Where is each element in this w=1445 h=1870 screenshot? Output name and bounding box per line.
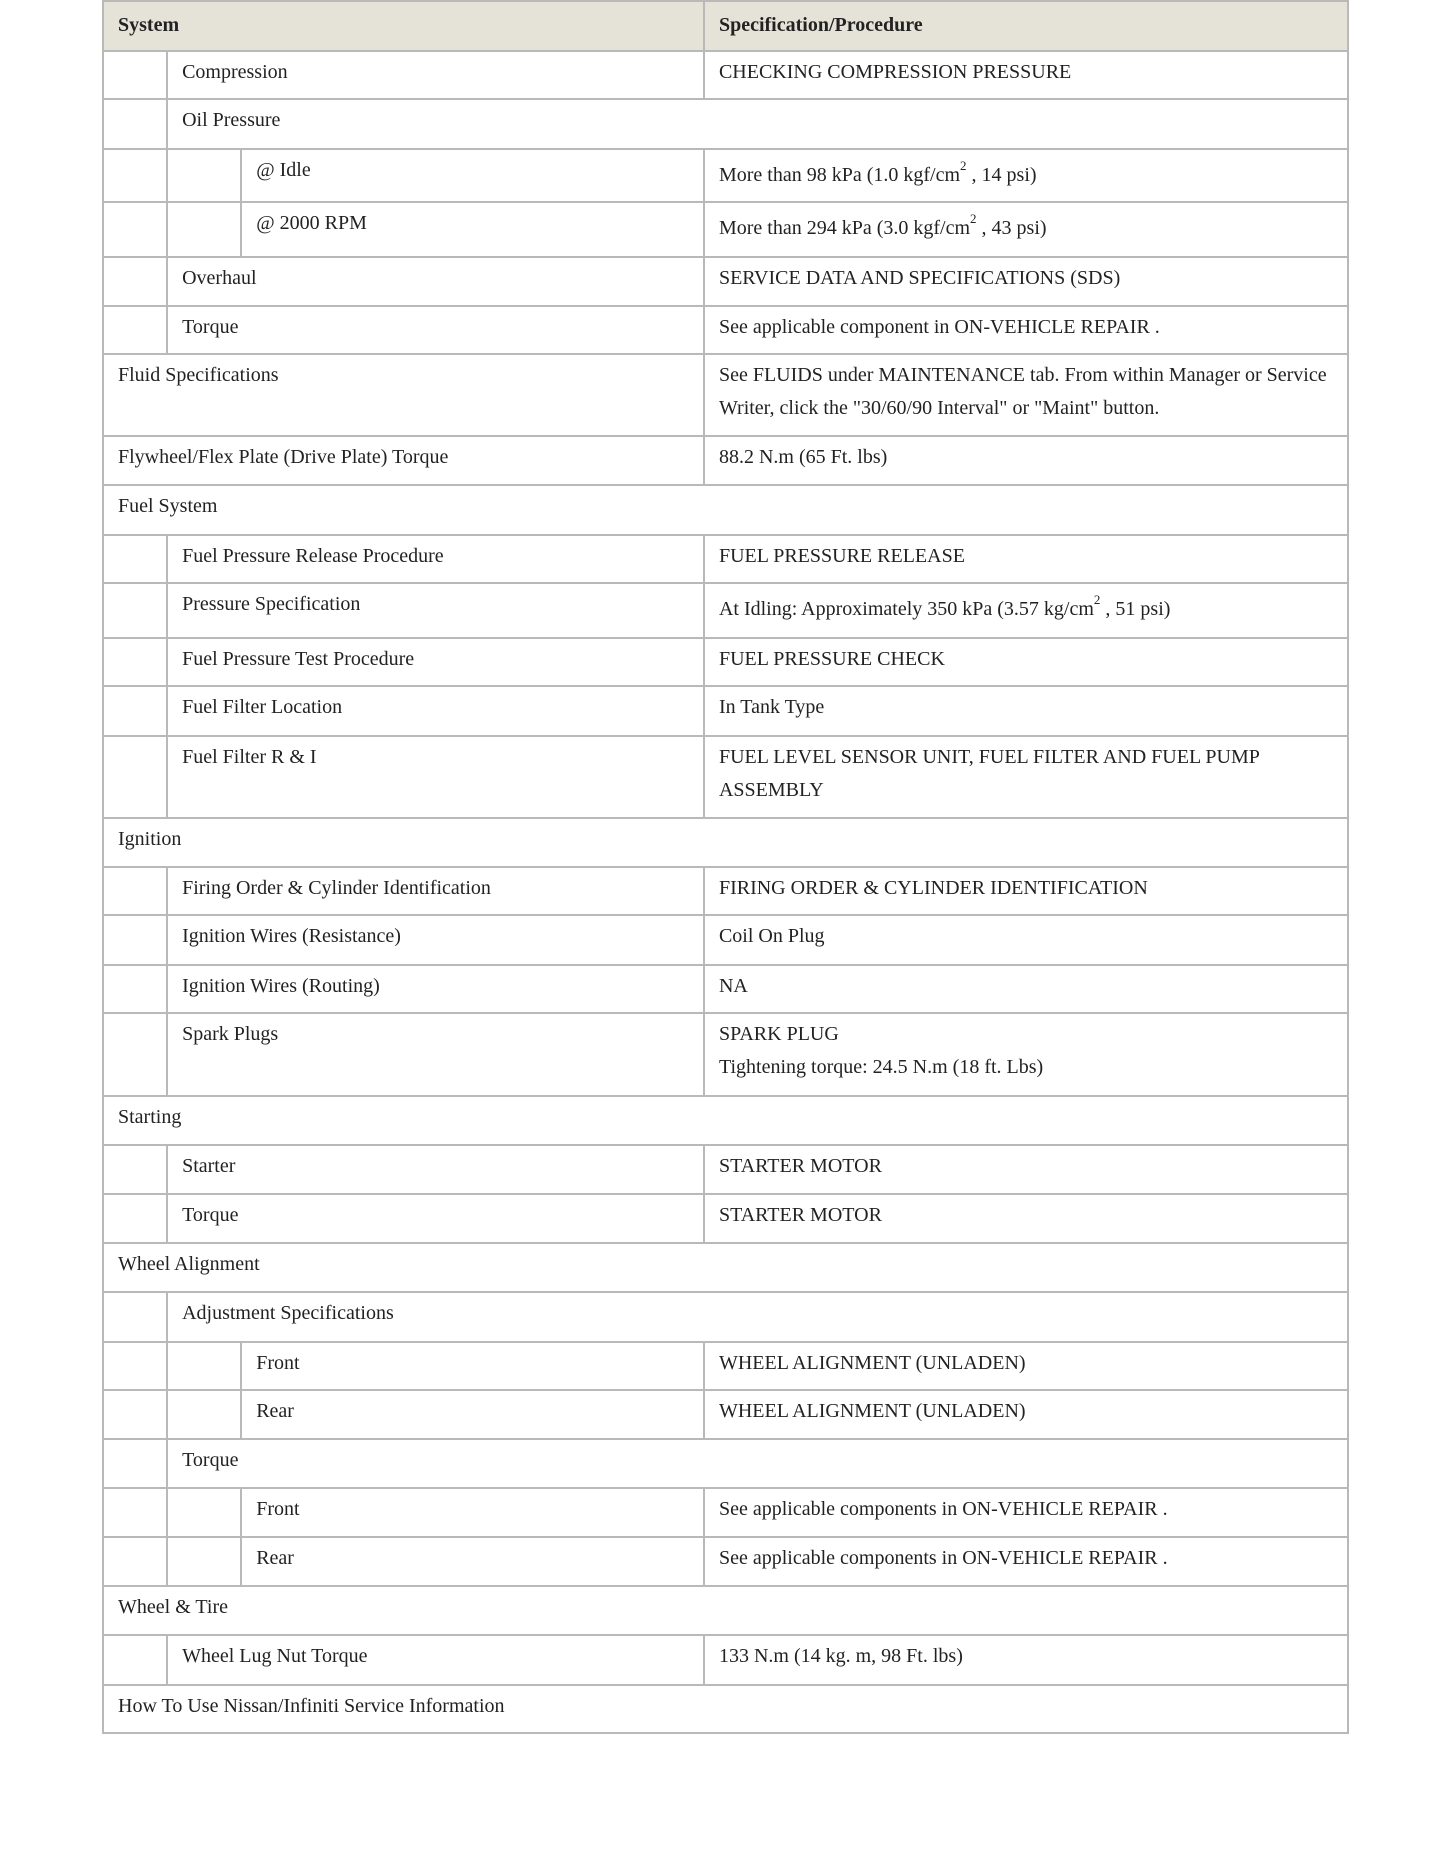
row-group-label: Oil Pressure xyxy=(167,99,1348,149)
indent-cell xyxy=(103,535,167,583)
row-section-label: Ignition xyxy=(103,818,1348,867)
spec-text: , 51 psi) xyxy=(1100,598,1171,620)
indent-cell xyxy=(103,736,167,818)
table-row xyxy=(103,1145,1348,1194)
row-label: Fluid Specifications xyxy=(103,354,704,436)
spec-line: SPARK PLUG xyxy=(718,1023,839,1045)
table-row xyxy=(103,583,1348,638)
row-group-label: Torque xyxy=(167,1439,1348,1488)
table-row xyxy=(103,535,1348,583)
indent-cell xyxy=(103,1488,167,1537)
row-section-label: Wheel & Tire xyxy=(103,1586,1348,1635)
table-row xyxy=(103,1342,1348,1390)
row-spec: See applicable components in ON-VEHICLE REPAIR . xyxy=(704,1488,1348,1537)
row-label: Torque xyxy=(167,306,704,354)
indent-cell xyxy=(103,202,167,257)
row-spec: See applicable component in ON-VEHICLE REPAIR . xyxy=(704,306,1348,354)
indent-cell xyxy=(103,965,167,1013)
row-section-label: Starting xyxy=(103,1096,1348,1145)
row-spec: 133 N.m (14 kg. m, 98 Ft. lbs) xyxy=(704,1635,1348,1685)
row-spec: WHEEL ALIGNMENT (UNLADEN) xyxy=(704,1342,1348,1390)
indent-cell xyxy=(103,1390,167,1439)
row-label: @ 2000 RPM xyxy=(241,202,704,257)
indent-cell xyxy=(103,638,167,686)
spec-text: , 14 psi) xyxy=(966,164,1037,186)
table-row xyxy=(103,1194,1348,1243)
superscript: 2 xyxy=(960,158,967,174)
indent-cell xyxy=(103,1013,167,1096)
row-label: Fuel Pressure Release Procedure xyxy=(167,535,704,583)
row-label: Ignition Wires (Resistance) xyxy=(167,915,704,965)
table-row xyxy=(103,257,1348,306)
indent-cell xyxy=(103,99,167,149)
table-row xyxy=(103,638,1348,686)
table-row xyxy=(103,1013,1348,1096)
table-row xyxy=(103,1685,1348,1733)
row-label: Compression xyxy=(167,51,704,99)
indent-cell xyxy=(103,1194,167,1243)
row-section-label: Fuel System xyxy=(103,485,1348,535)
row-spec xyxy=(704,1013,1348,1096)
row-spec: NA xyxy=(704,965,1348,1013)
table-row xyxy=(103,1586,1348,1635)
table-row xyxy=(103,354,1348,436)
indent-cell xyxy=(103,1537,167,1586)
row-spec: STARTER MOTOR xyxy=(704,1194,1348,1243)
indent-cell xyxy=(103,583,167,638)
table-row xyxy=(103,1390,1348,1439)
indent-cell xyxy=(167,1342,241,1390)
indent-cell xyxy=(103,686,167,736)
row-spec: See applicable components in ON-VEHICLE REPAIR . xyxy=(704,1537,1348,1586)
spec-table xyxy=(102,0,1349,1734)
table-row xyxy=(103,436,1348,485)
row-section-label: How To Use Nissan/Infiniti Service Information xyxy=(103,1685,1348,1733)
row-label: Overhaul xyxy=(167,257,704,306)
row-label: Fuel Pressure Test Procedure xyxy=(167,638,704,686)
table-row xyxy=(103,965,1348,1013)
table-row xyxy=(103,1292,1348,1342)
row-spec xyxy=(704,583,1348,638)
table-row xyxy=(103,202,1348,257)
table-row xyxy=(103,99,1348,149)
row-label: @ Idle xyxy=(241,149,704,202)
table-header-row xyxy=(103,1,1348,51)
indent-cell xyxy=(103,1145,167,1194)
superscript: 2 xyxy=(1093,592,1101,608)
table-row xyxy=(103,1243,1348,1292)
spec-text: More than 294 kPa (3.0 kgf/cm xyxy=(718,217,971,239)
table-row xyxy=(103,1635,1348,1685)
spec-text: More than 98 kPa (1.0 kgf/cm xyxy=(718,164,961,186)
table-row xyxy=(103,736,1348,818)
row-spec: FIRING ORDER & CYLINDER IDENTIFICATION xyxy=(704,867,1348,915)
indent-cell xyxy=(167,1488,241,1537)
indent-cell xyxy=(103,306,167,354)
table-row xyxy=(103,915,1348,965)
indent-cell xyxy=(103,257,167,306)
table-row xyxy=(103,867,1348,915)
row-spec: FUEL LEVEL SENSOR UNIT, FUEL FILTER AND FUEL PUMP ASSEMBLY xyxy=(704,736,1348,818)
superscript: 2 xyxy=(970,211,977,227)
row-spec: 88.2 N.m (65 Ft. lbs) xyxy=(704,436,1348,485)
row-label: Torque xyxy=(167,1194,704,1243)
row-spec xyxy=(704,202,1348,257)
row-label: Spark Plugs xyxy=(167,1013,704,1096)
spec-line: Tightening torque: 24.5 N.m (18 ft. Lbs) xyxy=(718,1056,1044,1078)
row-label: Rear xyxy=(241,1537,704,1586)
indent-cell xyxy=(103,1292,167,1342)
indent-cell xyxy=(167,202,241,257)
row-label: Fuel Filter R & I xyxy=(167,736,704,818)
row-label: Rear xyxy=(241,1390,704,1439)
row-label: Front xyxy=(241,1488,704,1537)
table-row xyxy=(103,1096,1348,1145)
row-spec: Coil On Plug xyxy=(704,915,1348,965)
row-group-label: Adjustment Specifications xyxy=(167,1292,1348,1342)
row-section-label: Wheel Alignment xyxy=(103,1243,1348,1292)
header-spec: Specification/Procedure xyxy=(704,1,1348,51)
row-spec: In Tank Type xyxy=(704,686,1348,736)
indent-cell xyxy=(103,867,167,915)
indent-cell xyxy=(103,915,167,965)
row-spec: WHEEL ALIGNMENT (UNLADEN) xyxy=(704,1390,1348,1439)
table-row xyxy=(103,1439,1348,1488)
spec-text: At Idling: Approximately 350 kPa (3.57 kg/cm xyxy=(718,598,1094,620)
table-row xyxy=(103,306,1348,354)
table-row xyxy=(103,485,1348,535)
table-row xyxy=(103,1488,1348,1537)
spec-text: , 43 psi) xyxy=(976,217,1047,239)
row-spec: STARTER MOTOR xyxy=(704,1145,1348,1194)
indent-cell xyxy=(103,1635,167,1685)
row-label: Front xyxy=(241,1342,704,1390)
indent-cell xyxy=(167,149,241,202)
table-row xyxy=(103,51,1348,99)
table-row xyxy=(103,149,1348,202)
row-label: Wheel Lug Nut Torque xyxy=(167,1635,704,1685)
indent-cell xyxy=(103,51,167,99)
row-label: Pressure Specification xyxy=(167,583,704,638)
row-label: Flywheel/Flex Plate (Drive Plate) Torque xyxy=(103,436,704,485)
row-spec: CHECKING COMPRESSION PRESSURE xyxy=(704,51,1348,99)
row-spec: SERVICE DATA AND SPECIFICATIONS (SDS) xyxy=(704,257,1348,306)
table-row xyxy=(103,686,1348,736)
row-spec xyxy=(704,149,1348,202)
row-spec: See FLUIDS under MAINTENANCE tab. From within Manager or Service Writer, click the "30/60/90 Interval" or "Maint" button. xyxy=(704,354,1348,436)
indent-cell xyxy=(103,1342,167,1390)
table-row xyxy=(103,1537,1348,1586)
indent-cell xyxy=(103,1439,167,1488)
indent-cell xyxy=(167,1390,241,1439)
indent-cell xyxy=(103,149,167,202)
header-system: System xyxy=(103,1,704,51)
indent-cell xyxy=(167,1537,241,1586)
row-spec: FUEL PRESSURE CHECK xyxy=(704,638,1348,686)
row-label: Fuel Filter Location xyxy=(167,686,704,736)
row-spec: FUEL PRESSURE RELEASE xyxy=(704,535,1348,583)
row-label: Ignition Wires (Routing) xyxy=(167,965,704,1013)
table-row xyxy=(103,818,1348,867)
row-label: Starter xyxy=(167,1145,704,1194)
row-label: Firing Order & Cylinder Identification xyxy=(167,867,704,915)
